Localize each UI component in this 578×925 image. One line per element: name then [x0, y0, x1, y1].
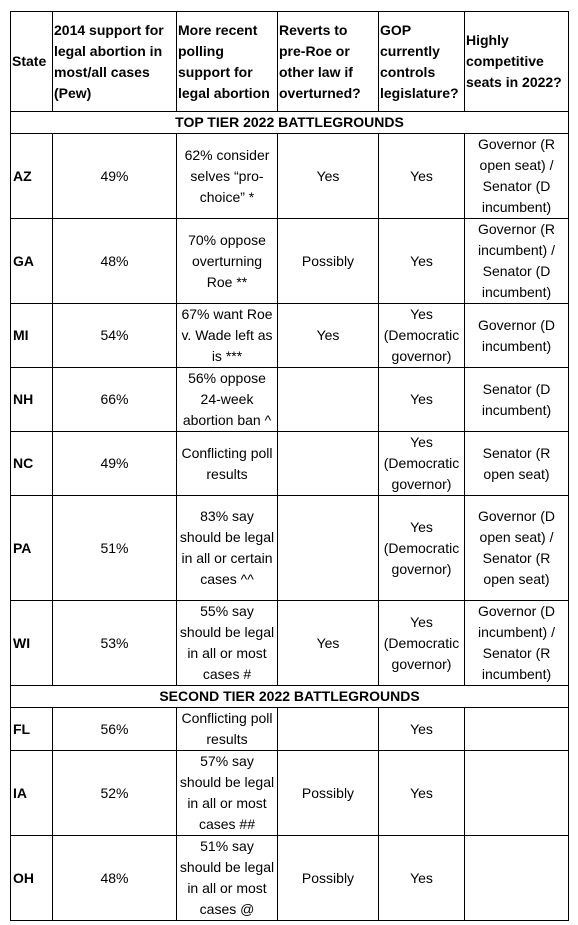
state-cell: PA — [11, 496, 53, 601]
recent-polling-cell: 70% oppose overturning Roe ** — [177, 219, 278, 304]
support-2014-cell: 48% — [53, 219, 177, 304]
state-cell: WI — [11, 601, 53, 686]
competitive-seats-cell — [465, 836, 569, 921]
section-header-row — [11, 686, 569, 708]
state-cell: AZ — [11, 134, 53, 219]
header-row — [11, 12, 569, 112]
header-state: State — [11, 12, 53, 112]
reverts-cell: Yes — [278, 304, 379, 368]
section-title-top-tier: TOP TIER 2022 BATTLEGROUNDS — [11, 112, 569, 134]
header-recent-polling: More recent polling support for legal abortion — [177, 12, 278, 112]
state-cell: MI — [11, 304, 53, 368]
gop-controls-cell: Yes (Democratic governor) — [379, 432, 465, 496]
reverts-cell — [278, 432, 379, 496]
table-row — [11, 134, 569, 219]
competitive-seats-cell — [465, 708, 569, 751]
state-cell: NH — [11, 368, 53, 432]
competitive-seats-cell: Governor (D open seat) / Senator (R open seat) — [465, 496, 569, 601]
recent-polling-cell: 62% consider selves “pro-choice” * — [177, 134, 278, 219]
recent-polling-cell: 56% oppose 24-week abortion ban ^ — [177, 368, 278, 432]
support-2014-cell: 49% — [53, 432, 177, 496]
table-row — [11, 219, 569, 304]
reverts-cell: Possibly — [278, 219, 379, 304]
gop-controls-cell: Yes — [379, 836, 465, 921]
gop-controls-cell: Yes — [379, 751, 465, 836]
header-gop-controls: GOP currently controls legislature? — [379, 12, 465, 112]
support-2014-cell: 53% — [53, 601, 177, 686]
section-header-row — [11, 112, 569, 134]
recent-polling-cell: 55% say should be legal in all or most cases # — [177, 601, 278, 686]
recent-polling-cell: 67% want Roe v. Wade left as is *** — [177, 304, 278, 368]
competitive-seats-cell — [465, 751, 569, 836]
reverts-cell — [278, 368, 379, 432]
competitive-seats-cell: Governor (R incumbent) / Senator (D incumbent) — [465, 219, 569, 304]
reverts-cell — [278, 708, 379, 751]
competitive-seats-cell: Senator (D incumbent) — [465, 368, 569, 432]
gop-controls-cell: Yes (Democratic governor) — [379, 304, 465, 368]
competitive-seats-cell: Governor (D incumbent) — [465, 304, 569, 368]
header-reverts: Reverts to pre-Roe or other law if overturned? — [278, 12, 379, 112]
table-row — [11, 368, 569, 432]
state-cell: NC — [11, 432, 53, 496]
recent-polling-cell: Conflicting poll results — [177, 432, 278, 496]
state-cell: OH — [11, 836, 53, 921]
gop-controls-cell: Yes — [379, 368, 465, 432]
support-2014-cell: 51% — [53, 496, 177, 601]
competitive-seats-cell: Governor (D incumbent) / Senator (R incumbent) — [465, 601, 569, 686]
support-2014-cell: 48% — [53, 836, 177, 921]
state-cell: FL — [11, 708, 53, 751]
gop-controls-cell: Yes (Democratic governor) — [379, 496, 465, 601]
table-row — [11, 496, 569, 601]
reverts-cell: Possibly — [278, 836, 379, 921]
table-row — [11, 751, 569, 836]
recent-polling-cell: 83% say should be legal in all or certain cases ^^ — [177, 496, 278, 601]
state-cell: GA — [11, 219, 53, 304]
state-cell: IA — [11, 751, 53, 836]
support-2014-cell: 49% — [53, 134, 177, 219]
table-row — [11, 708, 569, 751]
table-row — [11, 601, 569, 686]
reverts-cell: Yes — [278, 134, 379, 219]
gop-controls-cell: Yes — [379, 708, 465, 751]
recent-polling-cell: 57% say should be legal in all or most cases ## — [177, 751, 278, 836]
gop-controls-cell: Yes — [379, 134, 465, 219]
gop-controls-cell: Yes — [379, 219, 465, 304]
table-row — [11, 304, 569, 368]
support-2014-cell: 52% — [53, 751, 177, 836]
reverts-cell: Yes — [278, 601, 379, 686]
recent-polling-cell: Conflicting poll results — [177, 708, 278, 751]
header-competitive-seats: Highly competitive seats in 2022? — [465, 12, 569, 112]
gop-controls-cell: Yes (Democratic governor) — [379, 601, 465, 686]
section-title-second-tier: SECOND TIER 2022 BATTLEGROUNDS — [11, 686, 569, 708]
reverts-cell — [278, 496, 379, 601]
abortion-battleground-table — [10, 11, 569, 921]
support-2014-cell: 54% — [53, 304, 177, 368]
table-row — [11, 836, 569, 921]
header-2014-support: 2014 support for legal abortion in most/all cases (Pew) — [53, 12, 177, 112]
reverts-cell: Possibly — [278, 751, 379, 836]
support-2014-cell: 56% — [53, 708, 177, 751]
competitive-seats-cell: Governor (R open seat) / Senator (D incumbent) — [465, 134, 569, 219]
competitive-seats-cell: Senator (R open seat) — [465, 432, 569, 496]
support-2014-cell: 66% — [53, 368, 177, 432]
recent-polling-cell: 51% say should be legal in all or most cases @ — [177, 836, 278, 921]
table-row — [11, 432, 569, 496]
